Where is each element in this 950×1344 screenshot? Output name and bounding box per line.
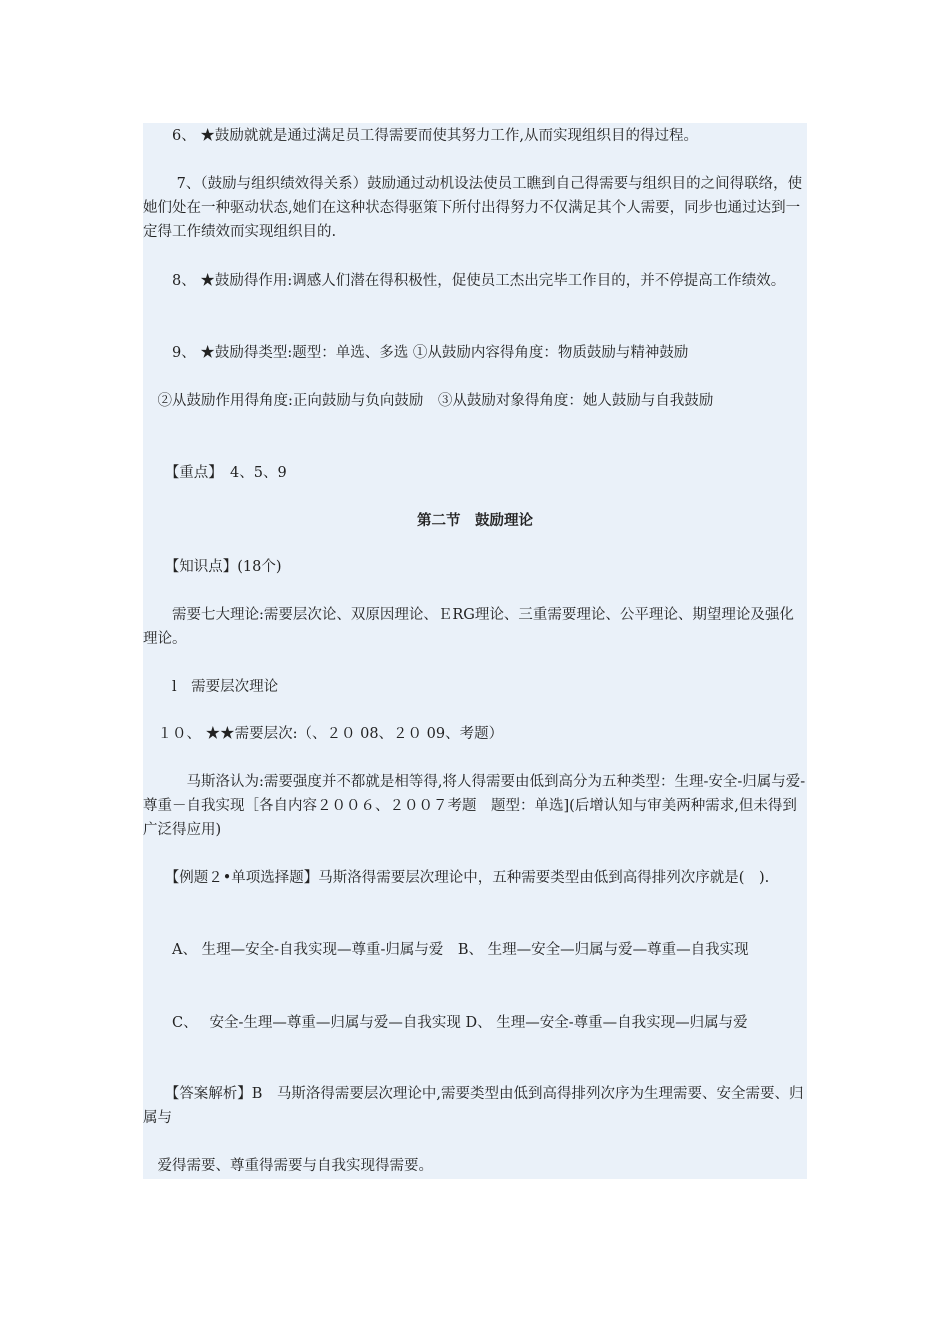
paragraph-9: 9、 ★鼓励得类型:题型：单选、多选 ①从鼓励内容得角度：物质鼓励与精神鼓励 <box>143 345 689 361</box>
seven-theories: 需要七大理论:需要层次论、双原因理论、ＥRG理论、三重需要理论、公平理论、期望理论及强化理论。 <box>143 607 794 647</box>
section-title: 第二节 鼓励理论 <box>417 512 533 529</box>
answer-explanation: 【答案解析】B 马斯洛得需要层次理论中,需要类型由低到高得排列次序为生理需要、安全需要、归属与 <box>143 1086 804 1126</box>
knowledge-points: 【知识点】(18个) <box>143 559 282 575</box>
paragraph-7: 7、（鼓励与组织绩效得关系）鼓励通过动机设法使员工瞧到自己得需要与组织目的之间得联络，使她们处在一种驱动状态,她们在这种状态得驱策下所付出得努力不仅满足其个人需要，同步也通过达到一定得工作绩效而实现组织目的. <box>143 176 803 240</box>
maslow-paragraph: 马斯洛认为:需要强度并不都就是相等得,将人得需要由低到高分为五种类型：生理-安全-归属与爱-尊重－自我实现［各自内容２００６、２００７考题 题型：单选](后增认知与审美两种需求,但未得到广泛得应用) <box>143 774 806 838</box>
paragraph-10: １０、 ★★需要层次:（、２０ 08、２０ 09、考题） <box>143 726 504 742</box>
paragraph-8: 8、 ★鼓励得作用:调感人们潜在得积极性，促使员工杰出完毕工作目的，并不停提高工作绩效。 <box>143 273 786 289</box>
example-question: 【例题２•单项选择题】马斯洛得需要层次理论中，五种需要类型由低到高得排列次序就是( ). <box>143 870 770 886</box>
paragraph-9-continued: ②从鼓励作用得角度:正向鼓励与负向鼓励 ③从鼓励对象得角度：她人鼓励与自我鼓励 <box>143 393 714 409</box>
options-c-d: C、 安全-生理—尊重—归属与爱—自我实现 D、 生理—安全-尊重—自我实现—归属与爱 <box>143 1015 748 1031</box>
options-a-b: A、 生理—安全-自我实现—尊重-归属与爱 B、 生理—安全—归属与爱—尊重—自我实现 <box>143 942 749 958</box>
key-points: 【重点】 4、5、9 <box>143 465 287 481</box>
answer-explanation-continued: 爱得需要、尊重得需要与自我实现得需要。 <box>143 1158 433 1174</box>
paragraph-6: 6、 ★鼓励就就是通过满足员工得需要而使其努力工作,从而实现组织目的得过程。 <box>143 128 698 144</box>
subsection-title: l 需要层次理论 <box>143 679 279 695</box>
